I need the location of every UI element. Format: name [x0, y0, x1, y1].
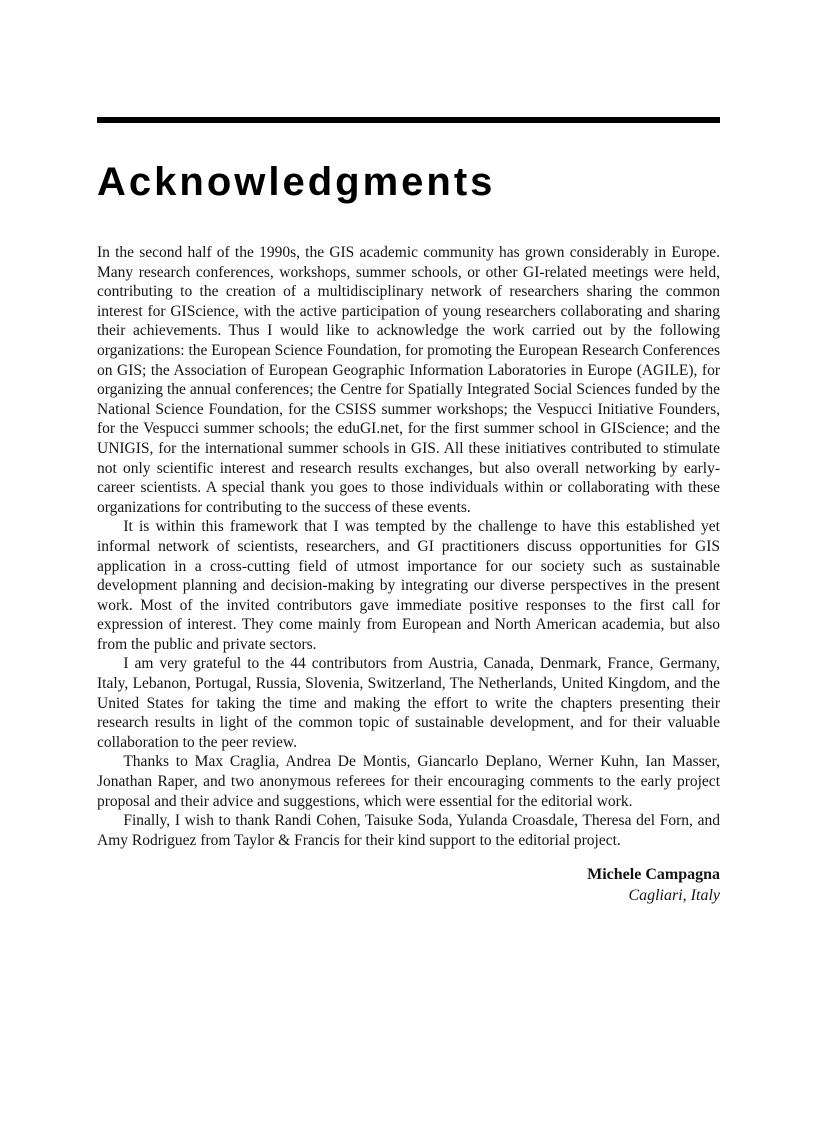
page-title: Acknowledgments [97, 160, 496, 204]
author-location: Cagliari, Italy [628, 887, 720, 905]
paragraph: In the second half of the 1990s, the GIS academic community has grown considerably in Europe. Many research conferences, workshops, summer schools, or other GI-related meetings were held, contributing to the creation of a multidisciplinary network of researchers sharing the common interest for GIScience, with the active participation of young researchers collaborating and sharing their achievements. Thus I would like to acknowledge the work carried out by the following organizations: the European Science Foundation, for promoting the European Research Conferences on GIS; the Association of European Geographic Information Laboratories in Europe (AGILE), for organizing the annual conferences; the Centre for Spatially Integrated Social Sciences funded by the National Science Foundation, for the CSISS summer workshops; the Vespucci Initiative Founders, for the Vespucci summer schools; the eduGI.net, for the first summer school in GIScience; and the UNIGIS, for the international summer schools in GIS. All these initiatives contributed to stimulate not only scientific interest and research results exchanges, but also overall networking by early-career scientists. A special thank you goes to those individuals within or collaborating with these organizations for contributing to the success of these events. [97, 244, 720, 516]
acknowledgments-body [97, 243, 720, 850]
paragraph: It is within this framework that I was tempted by the challenge to have this established yet informal network of scientists, researchers, and GI practitioners discuss opportunities for GIS application in a cross-cutting field of utmost importance for our society such as sustainable development planning and decision-making by integrating our diverse perspectives in the present work. Most of the invited contributors gave immediate positive responses to the first call for expression of interest. They come mainly from European and North American academia, but also from the public and private sectors. [97, 518, 720, 653]
paragraph: I am very grateful to the 44 contributors from Austria, Canada, Denmark, France, Germany, Italy, Lebanon, Portugal, Russia, Slovenia, Switzerland, The Netherlands, United Kingdom, and the United States for taking the time and making the effort to write the chapters presenting their research results in light of the common topic of sustainable development, and for their valuable collaboration to the peer review. [97, 655, 720, 751]
author-name: Michele Campagna [587, 866, 720, 884]
chapter-divider-rule [97, 117, 720, 123]
paragraph: Thanks to Max Craglia, Andrea De Montis, Giancarlo Deplano, Werner Kuhn, Ian Masser, Jonathan Raper, and two anonymous referees for their encouraging comments to the early project proposal and their advice and suggestions, which were essential for the editorial work. [97, 753, 720, 810]
paragraph: Finally, I wish to thank Randi Cohen, Taisuke Soda, Yulanda Croasdale, Theresa del Forn, and Amy Rodriguez from Taylor & Francis for their kind support to the editorial project. [97, 812, 720, 849]
signature-block [97, 864, 720, 906]
